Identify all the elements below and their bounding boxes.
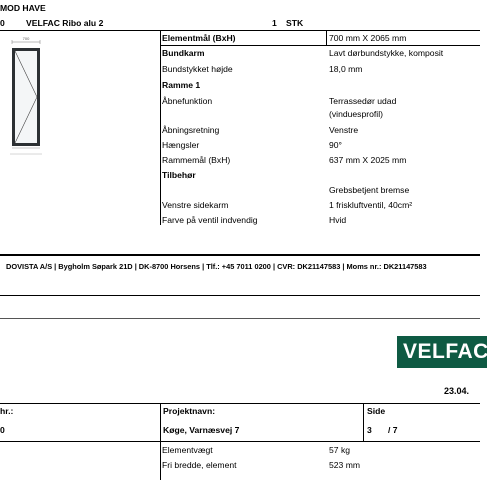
door-drawing [4, 36, 48, 156]
spec-label: Elementvægt [162, 445, 213, 455]
spec-value: 18,0 mm [329, 64, 363, 74]
spec-label: Åbningsretning [162, 125, 220, 135]
spec-value: 523 mm [329, 460, 361, 470]
project-name-value: Køge, Varnæsvej 7 [163, 425, 240, 435]
order-number-header: hr.: [0, 406, 14, 416]
document-date: 23.04. [444, 386, 470, 396]
info-table-top-rule [0, 403, 480, 404]
spec-section-title: Tilbehør [162, 170, 196, 180]
spec-value: 1 friskluftventil, 40cm² [329, 200, 413, 210]
line-number: 0 [0, 18, 5, 28]
spec-label: Fri bredde, element [162, 460, 237, 470]
page-top-edge [0, 318, 480, 319]
spec-value: 637 mm X 2025 mm [329, 155, 407, 165]
page-number-total: / 7 [388, 425, 398, 435]
page-number-current: 3 [367, 425, 372, 435]
spec-row-rule [160, 45, 480, 46]
spec-divider-left [160, 31, 161, 225]
spec-value: 90° [329, 140, 342, 150]
spec-value: Grebsbetjent bremse [329, 185, 410, 195]
spec-value: Terrassedør udad [329, 96, 397, 106]
spec-value: 57 kg [329, 445, 351, 455]
info-table-bottom-rule [0, 441, 480, 442]
spec-label: Rammemål (BxH) [162, 155, 231, 165]
spec-value: 700 mm X 2065 mm [329, 33, 407, 43]
spec-divider-mid [326, 31, 327, 45]
quantity-unit: STK [286, 18, 304, 28]
spec-label: Venstre sidekarm [162, 200, 229, 210]
spec-value: Venstre [329, 125, 359, 135]
spec-label: Bundkarm [162, 48, 205, 58]
quantity: 1 [272, 18, 277, 28]
footer-company-info: DOVISTA A/S | Bygholm Søpark 21D | DK-8700 Horsens | Tlf.: +45 7011 0200 | CVR: DK21147583 | Moms nr.: DK21147583 [6, 262, 427, 271]
order-number-value: 0 [0, 425, 5, 435]
group-title: MOD HAVE [0, 3, 46, 13]
product-name: VELFAC Ribo alu 2 [26, 18, 104, 28]
page-number-header: Side [367, 406, 386, 416]
spec-label: Farve på ventil indvendig [162, 215, 258, 225]
header-rule [0, 30, 480, 31]
velfac-logo: VELFAC [397, 336, 487, 368]
spec-label: Bundstykket højde [162, 64, 233, 74]
spec-label: Hængsler [162, 140, 200, 150]
spec-value: (vinduesprofil) [329, 109, 383, 119]
spec-section-title: Ramme 1 [162, 80, 201, 90]
footer-rule [0, 254, 480, 256]
spec-label: Elementmål (BxH) [162, 33, 236, 43]
info-table-divider-2 [363, 403, 364, 441]
project-name-header: Projektnavn: [163, 406, 216, 416]
spec-value: Hvid [329, 215, 347, 225]
page-gap [0, 296, 480, 318]
spec-label: Åbnefunktion [162, 96, 213, 106]
dimension-label: 700 [22, 36, 30, 41]
spec-value: Lavt dørbundstykke, komposit [329, 48, 444, 58]
